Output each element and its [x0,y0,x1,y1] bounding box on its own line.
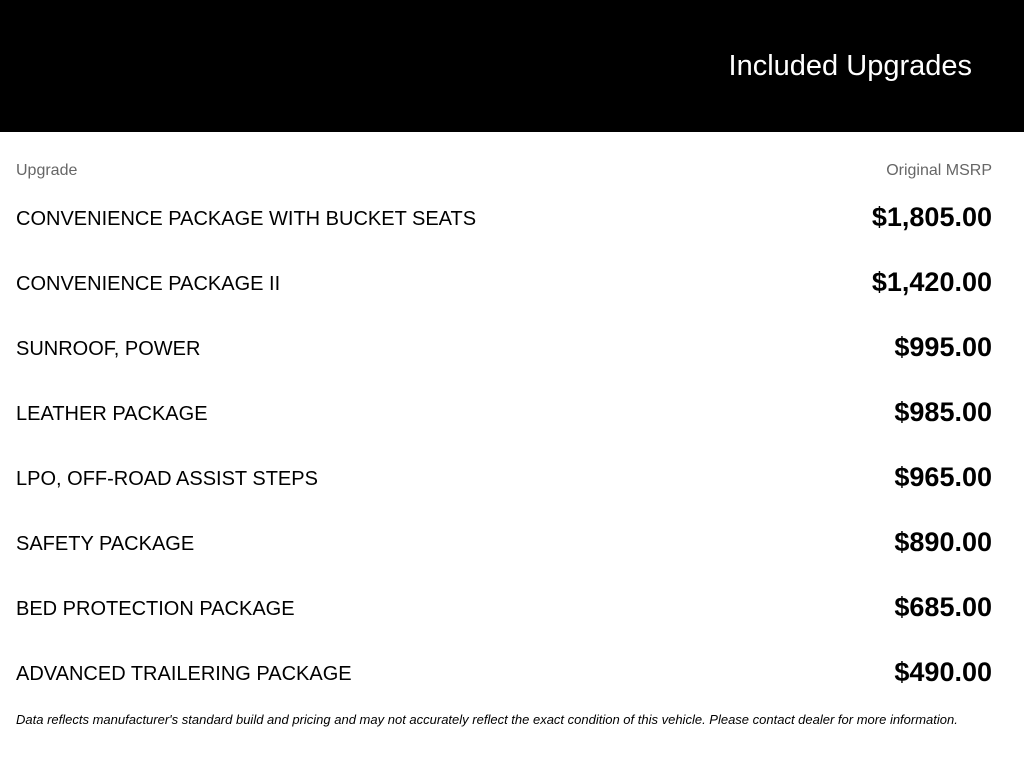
table-row [16,314,992,379]
table-row [16,639,992,704]
table-header [16,132,992,184]
upgrade-price: $965.00 [894,462,992,492]
upgrade-price: $890.00 [894,527,992,557]
table-row [16,379,992,444]
upgrade-price: $995.00 [894,332,992,362]
upgrade-name: BED PROTECTION PACKAGE [16,598,295,620]
upgrade-price: $985.00 [894,397,992,427]
upgrades-table [16,132,992,704]
upgrade-price: $685.00 [894,592,992,622]
upgrade-name: LEATHER PACKAGE [16,403,208,425]
upgrade-price: $1,420.00 [871,267,992,297]
upgrade-name: CONVENIENCE PACKAGE WITH BUCKET SEATS [16,208,477,230]
table-row [16,574,992,639]
table-row [16,444,992,509]
upgrade-name: ADVANCED TRAILERING PACKAGE [16,663,352,685]
upgrade-name: SAFETY PACKAGE [16,533,195,555]
column-header-upgrade: Upgrade [16,162,78,179]
upgrade-name: CONVENIENCE PACKAGE II [16,273,281,295]
table-row [16,509,992,574]
upgrade-price: $1,805.00 [871,202,992,232]
upgrade-name: LPO, OFF-ROAD ASSIST STEPS [16,468,318,490]
upgrade-rows [16,184,992,704]
header-banner [0,0,1024,132]
page-title: Included Upgrades [728,50,972,82]
upgrade-name: SUNROOF, POWER [16,338,201,360]
column-header-msrp: Original MSRP [886,162,992,179]
upgrade-price: $490.00 [894,657,992,687]
table-row [16,184,992,249]
table-row [16,249,992,314]
pricing-disclaimer: Data reflects manufacturer's standard build and pricing and may not accurately reflect the exact condition of this vehicle. Please contact dealer for more information. [16,712,958,727]
